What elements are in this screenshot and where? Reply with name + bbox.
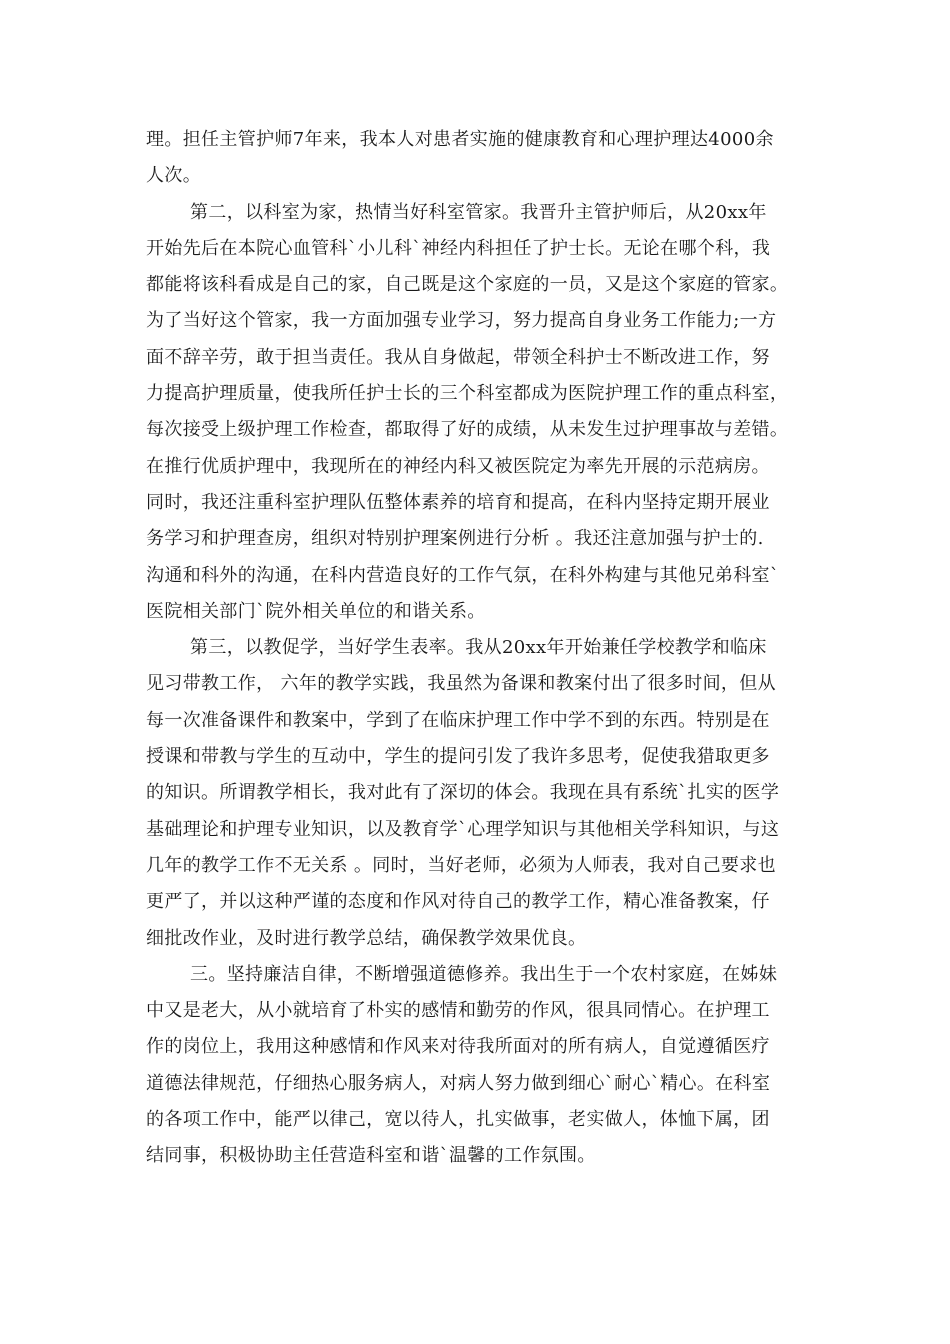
text-line: 为了当好这个管家，我一方面加强专业学习，努力提高自身业务工作能力;一方 <box>146 310 777 332</box>
text-line: 医院相关部门`院外相关单位的和谐关系。 <box>146 600 486 622</box>
paragraph-1 <box>146 122 806 195</box>
text-line: 中又是老大，从小就培育了朴实的感情和勤劳的作风，很具同情心。在护理工 <box>146 1000 770 1022</box>
text-line: 的各项工作中，能严以律己，宽以待人，扎实做事，老实做人，体恤下属，团 <box>146 1109 770 1131</box>
text-line: 三。坚持廉洁自律，不断增强道德修养。我出生于一个农村家庭，在姊妹 <box>190 963 778 985</box>
text-line: 道德法律规范，仔细热心服务病人，对病人努力做到细心`耐心`精心。在科室 <box>146 1072 771 1094</box>
text-line: 每一次准备课件和教案中，学到了在临床护理工作中学不到的东西。特别是在 <box>146 709 770 731</box>
text-line: 力提高护理质量，使我所任护士长的三个科室都成为医院护理工作的重点科室， <box>146 383 789 405</box>
text-line: 沟通和科外的沟通，在科内营造良好的工作气氛，在科外构建与其他兄弟科室` <box>146 564 780 586</box>
text-line: 授课和带教与学生的互动中，学生的提问引发了我许多思考，促使我猎取更多 <box>146 746 770 768</box>
text-line: 每次接受上级护理工作检查，都取得了好的成绩，从未发生过护理事故与差错。 <box>146 419 789 441</box>
text-line: 更严了，并以这种严谨的态度和作风对待自己的教学工作，精心准备教案，仔 <box>146 891 770 913</box>
text-line: 的知识。所谓教学相长，我对此有了深切的体会。我现在具有系统`扎实的医学 <box>146 782 780 804</box>
text-line: 都能将该科看成是自己的家，自己既是这个家庭的一员，又是这个家庭的管家。 <box>146 274 789 296</box>
text-line: 见习带教工作， 六年的教学实践，我虽然为备课和教案付出了很多时间，但从 <box>146 673 776 695</box>
paragraph-2 <box>146 195 806 631</box>
text-line: 人次。 <box>146 165 202 187</box>
document-page <box>146 122 806 1175</box>
text-line: 第二，以科室为家，热情当好科室管家。我晋升主管护师后，从20xx年 <box>190 201 767 223</box>
text-line: 面不辞辛劳，敢于担当责任。我从自身做起，带领全科护士不断改进工作，努 <box>146 346 770 368</box>
text-line: 务学习和护理查房，组织对特别护理案例进行分析 。我还注意加强与护士的. <box>146 528 764 550</box>
text-line: 开始先后在本院心血管科`小儿科`神经内科担任了护士长。无论在哪个科，我 <box>146 237 771 259</box>
text-line: 基础理论和护理专业知识，以及教育学`心理学知识与其他相关学科知识，与这 <box>146 818 780 840</box>
paragraph-4 <box>146 957 806 1175</box>
text-line: 同时，我还注重科室护理队伍整体素养的培育和提高，在科内坚持定期开展业 <box>146 491 770 513</box>
paragraph-3 <box>146 630 806 957</box>
text-line: 几年的教学工作不无关系 。同时，当好老师，必须为人师表，我对自己要求也 <box>146 854 776 876</box>
text-line: 结同事，积极协助主任营造科室和谐`温馨的工作氛围。 <box>146 1145 596 1167</box>
text-line: 在推行优质护理中，我现所在的神经内科又被医院定为率先开展的示范病房。 <box>146 455 770 477</box>
text-line: 理。担任主管护师7年来，我本人对患者实施的健康教育和心理护理达4000余 <box>146 129 774 150</box>
text-line: 第三，以教促学，当好学生表率。我从20xx年开始兼任学校教学和临床 <box>190 637 767 659</box>
text-line: 细批改作业，及时进行教学总结，确保教学效果优良。 <box>146 927 587 949</box>
text-line: 作的岗位上，我用这种感情和作风来对待我所面对的所有病人，自觉遵循医疗 <box>146 1036 770 1058</box>
